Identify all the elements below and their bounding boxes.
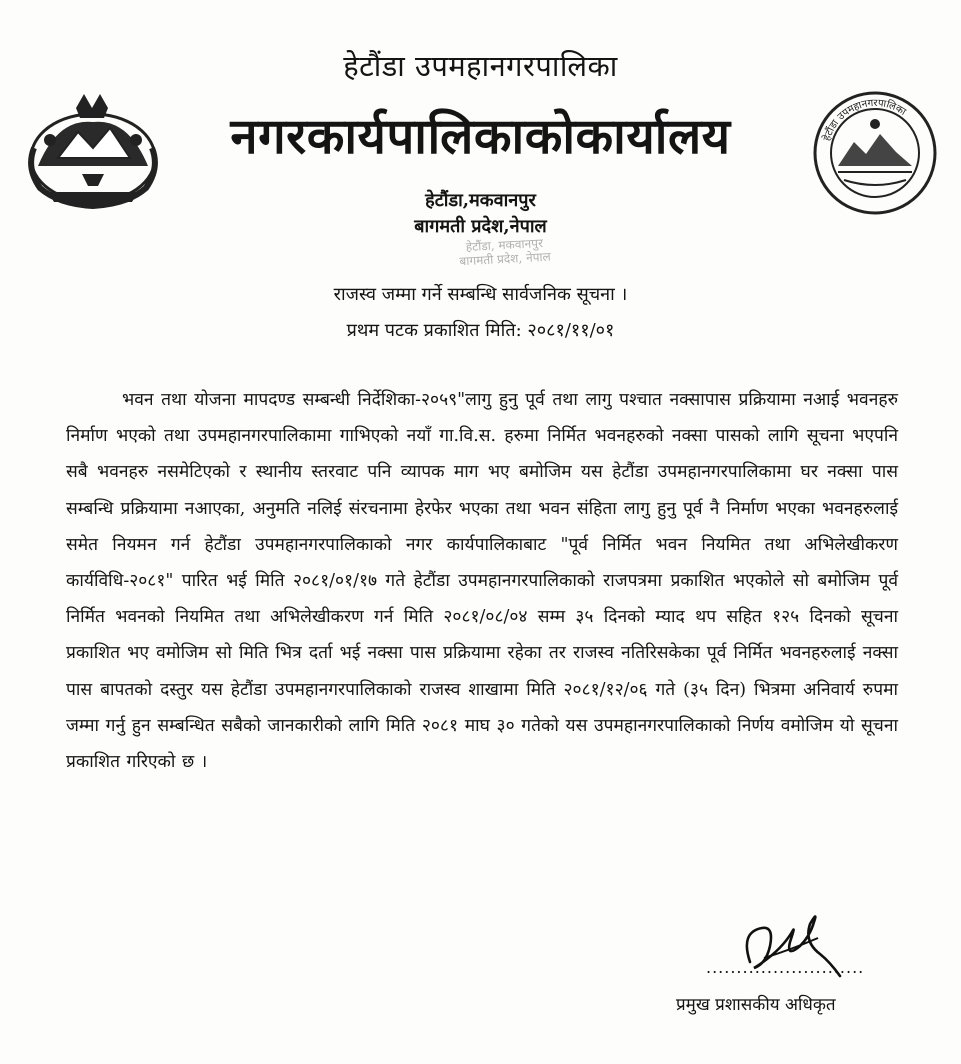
- office-title: नगरकार्यपालिकाकोकार्यालय: [230, 107, 731, 165]
- stamp-line-1: हेटौंडा, मकवानपुर: [465, 236, 544, 255]
- office-stamp: [429, 234, 581, 282]
- signature-dots: ..........................: [706, 958, 865, 977]
- published-date: प्रथम पटक प्रकाशित मिति: २०८१/११/०१: [346, 320, 615, 341]
- stamp-line-2: बागमती प्रदेश, नेपाल: [459, 249, 552, 269]
- signer-title: प्रमुख प्रशासकीय अधिकृत: [676, 995, 836, 1015]
- notice-title: राजस्व जम्मा गर्ने सम्बन्धि सार्वजनिक सूचना ।: [333, 284, 628, 305]
- address-line-2: बागमती प्रदेश,नेपाल: [414, 216, 547, 237]
- seal-text: हेटौंडा उपमहानगरपालिका: [821, 97, 908, 143]
- municipality-name: हेटौंडा उपमहानगरपालिका: [343, 49, 618, 83]
- notice-body: भवन तथा योजना मापदण्ड सम्बन्धी निर्देशिका-२०५९"लागु हुनु पूर्व तथा लागु पश्चात नक्सापास प्रक्रियामा नआई भवनहरु निर्माण भएको तथा उपमहानगरपालिकामा गाभिएको नयाँ गा.वि.स. हरुमा निर्मित भवनहरुको नक्सा पासको लागि सूचना भएपनि सबै भवनहरु नसमेटिएको र स्थानीय स्तरवाट पनि व्यापक माग भए बमोजिम यस हेटौंडा उपमहानगरपालिकामा घर नक्सा पास सम्बन्धि प्रक्रियामा नआएका, अनुमति नलिई संरचनामा हेरफेर भएका तथा भवन संहिता लागु हुनु पूर्व नै निर्माण भएका भवनहरुलाई समेत नियमन गर्न हेटौंडा उपमहानगरपालिकाको नगर कार्यपालिकाबाट "पूर्व निर्मित भवन नियमित तथा अभिलेखीकरण कार्यविधि-२०८१" पारित भई मिति २०८१/०१/१७ गते हेटौंडा उपमहानगरपालिकाको राजपत्रमा प्रकाशित भएकोले सो बमोजिम पूर्व निर्मित भवनको नियमित तथा अभिलेखीकरण गर्न मिति २०८१/०८/०४ सम्म ३५ दिनको म्याद थप सहित १२५ दिनको सूचना प्रकाशित भए वमोजिम सो मिति भित्र दर्ता भई नक्सा पास प्रक्रियामा रहेका तर राजस्व नतिरिसकेका पूर्व निर्मित भवनहरुलाई नक्सा पास बापतको दस्तुर यस हेटौंडा उपमहानगरपालिकाको राजस्व शाखामा मिति २०८१/१२/०६ गते (३५ दिन) भित्रमा अनिवार्य रुपमा जम्मा गर्नु हुन सम्बन्धित सबैको जानकारीको लागि मिति २०८१ माघ ३० गतेको यस उपमहानगरपालिकाको निर्णय वमोजिम यो सूचना प्रकाशित गरिएको छ ।: [66, 390, 898, 773]
- address-line-1: हेटौंडा,मकवानपुर: [425, 190, 536, 211]
